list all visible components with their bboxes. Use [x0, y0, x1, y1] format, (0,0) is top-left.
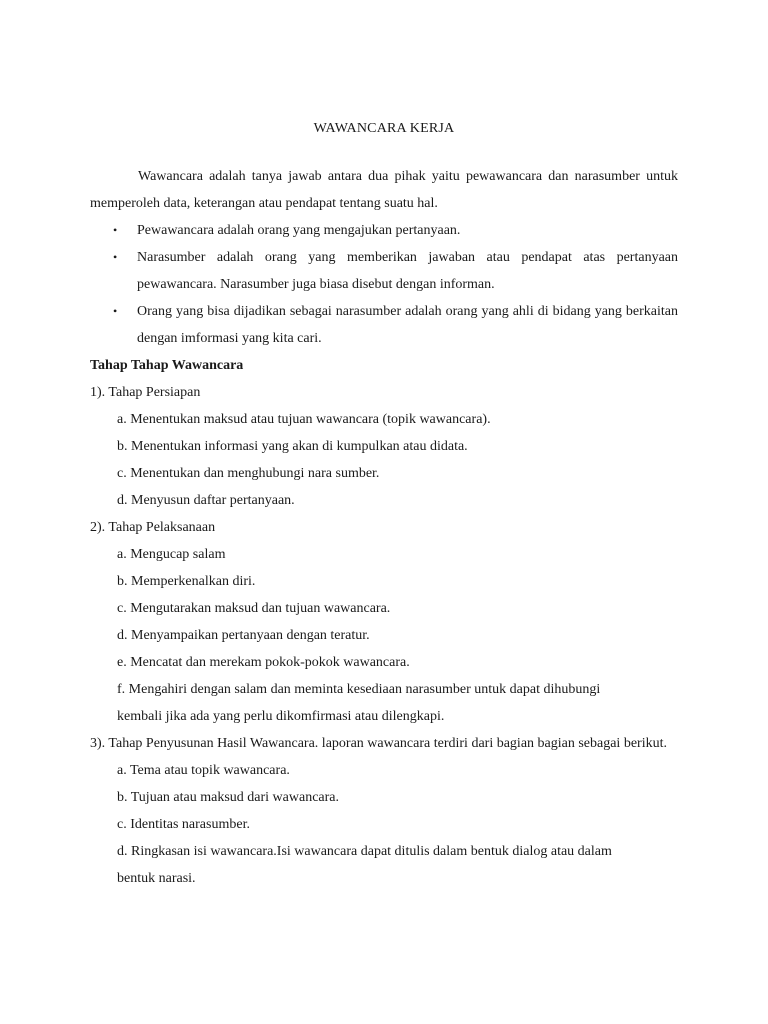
document-title: WAWANCARA KERJA	[313, 121, 455, 136]
stage-item: e. Mencatat dan merekam pokok-pokok wawancara.	[117, 655, 410, 670]
definition-text: Narasumber adalah orang yang memberikan jawaban atau pendapat atas pertanyaan pewawancara. Narasumber juga biasa disebut dengan informan.	[137, 250, 678, 292]
definition-text: Orang yang bisa dijadikan sebagai narasumber adalah orang yang ahli di bidang yang berkaitan dengan imformasi yang kita cari.	[137, 304, 678, 346]
stage-item: d. Ringkasan isi wawancara.Isi wawancara dapat ditulis dalam bentuk dialog atau dalam	[117, 844, 612, 859]
stage-item: a. Menentukan maksud atau tujuan wawancara (topik wawancara).	[117, 412, 491, 427]
stage-item: d. Menyusun daftar pertanyaan.	[117, 493, 295, 508]
definition-item	[90, 298, 678, 352]
stage-item: d. Menyampaikan pertanyaan dengan teratur.	[117, 628, 370, 643]
bullet-icon: •	[113, 223, 118, 237]
bullet-icon: •	[113, 250, 118, 264]
definition-item	[90, 217, 678, 244]
definition-list	[90, 217, 678, 352]
definition-text: Pewawancara adalah orang yang mengajukan pertanyaan.	[137, 223, 461, 238]
stage-item: a. Tema atau topik wawancara.	[117, 763, 290, 778]
section-heading: Tahap Tahap Wawancara	[90, 358, 244, 373]
stage-item: f. Mengahiri dengan salam dan meminta kesediaan narasumber untuk dapat dihubungi	[117, 682, 601, 697]
stage-title: 1). Tahap Persiapan	[90, 385, 201, 400]
stage-title: 3). Tahap Penyusunan Hasil Wawancara. laporan wawancara terdiri dari bagian bagian sebagai berikut.	[90, 736, 667, 751]
stage-item: c. Identitas narasumber.	[117, 817, 250, 832]
bullet-icon: •	[113, 304, 118, 318]
stage-title: 2). Tahap Pelaksanaan	[90, 520, 216, 535]
stage-item-continuation: bentuk narasi.	[117, 871, 196, 886]
stage-item: c. Menentukan dan menghubungi nara sumber.	[117, 466, 380, 481]
stage-item: b. Menentukan informasi yang akan di kumpulkan atau didata.	[117, 439, 468, 454]
stage-item: b. Tujuan atau maksud dari wawancara.	[117, 790, 339, 805]
stage-item: c. Mengutarakan maksud dan tujuan wawancara.	[117, 601, 391, 616]
definition-item	[90, 244, 678, 298]
stage-item: a. Mengucap salam	[117, 547, 226, 562]
stage-item: b. Memperkenalkan diri.	[117, 574, 256, 589]
stage-item-continuation: kembali jika ada yang perlu dikomfirmasi atau dilengkapi.	[117, 709, 445, 724]
intro-paragraph: Wawancara adalah tanya jawab antara dua pihak yaitu pewawancara dan narasumber untuk memperoleh data, keterangan atau pendapat tentang suatu hal.	[90, 169, 678, 211]
